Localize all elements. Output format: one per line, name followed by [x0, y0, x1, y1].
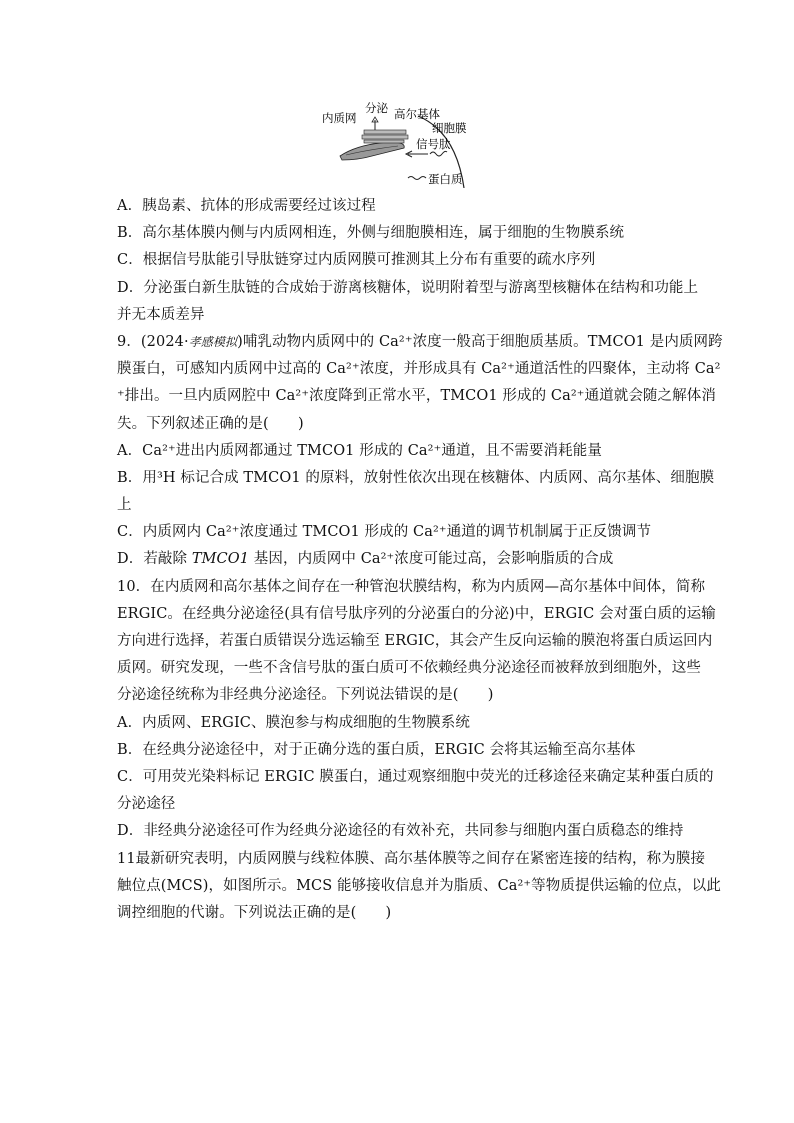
label-er: 内质网 [322, 111, 357, 125]
q10-stem-line5: 分泌途径统称为非经典分泌途径。下列说法错误的是( ) [117, 687, 494, 704]
q11-stem-line2: 触位点(MCS)，如图所示。MCS 能够接收信息并为脂质、Ca²⁺等物质提供运输的位点，以此 [117, 877, 721, 894]
signal-peptide-squiggle [430, 151, 447, 156]
label-membrane: 细胞膜 [432, 121, 467, 135]
q10-stem-line2: ERGIC。在经典分泌途径(具有信号肽序列的分泌蛋白的分泌)中，ERGIC 会对蛋白质的运输 [117, 605, 716, 622]
q11-stem-line1: 11最新研究表明，内质网膜与线粒体膜、高尔基体膜等之间存在紧密连接的结构，称为膜接 [117, 850, 706, 867]
q8-option-b: B．高尔基体膜内侧与内质网相连，外侧与细胞膜相连，属于细胞的生物膜系统 [117, 225, 625, 242]
golgi-cistern-3 [364, 140, 404, 143]
golgi-cistern-2 [362, 135, 408, 139]
q10-option-a: A．内质网、ERGIC、膜泡参与构成细胞的生物膜系统 [117, 714, 470, 731]
q10-option-d: D．非经典分泌途径可作为经典分泌途径的有效补充，共同参与细胞内蛋白质稳态的维持 [117, 823, 684, 840]
label-signal-peptide: 信号肽 [416, 137, 451, 151]
q9-option-b-line1: B．用³H 标记合成 TMCO1 的原料，放射性依次出现在核糖体、内质网、高尔基体、细胞膜 [117, 469, 715, 486]
q9-option-d [117, 546, 687, 573]
q9-option-d-prefix: D．若敲除 [117, 551, 192, 568]
label-golgi: 高尔基体 [394, 107, 440, 121]
q10-stem-line3: 方向进行选择，若蛋白质错误分选运输至 ERGIC，其会产生反向运输的膜泡将蛋白质运回内 [117, 633, 713, 649]
q9-stem-line4: 失。下列叙述正确的是( ) [117, 415, 304, 432]
q9-option-d-suffix: 基因，内质网中 Ca²⁺浓度可能过高，会影响脂质的合成 [249, 551, 614, 568]
q8-option-c: C．根据信号肽能引导肽链穿过内质网膜可推测其上分布有重要的疏水序列 [117, 252, 596, 269]
q10-option-b: B．在经典分泌途径中，对于正确分选的蛋白质，ERGIC 会将其运输至高尔基体 [117, 741, 636, 758]
q9-number: 9．(2024· [117, 333, 189, 350]
q9-source: 孝感模拟 [188, 334, 238, 349]
golgi-cistern-1 [364, 130, 406, 134]
protein-squiggle [408, 177, 426, 180]
q8-option-d-line2: 并无本质差异 [117, 306, 205, 323]
q9-option-a: A．Ca²⁺进出内质网都通过 TMCO1 形成的 Ca²⁺通道，且不需要消耗能量 [117, 442, 602, 459]
q10-stem-line1: 10．在内质网和高尔基体之间存在一种管泡状膜结构，称为内质网—高尔基体中间体，简称 [117, 578, 706, 595]
q10-stem-line4: 质网。研究发现，一些不含信号肽的蛋白质可不依赖经典分泌途径而被释放到细胞外，这些 [117, 660, 701, 677]
q8-option-d-line1: D．分泌蛋白新生肽链的合成始于游离核糖体，说明附着型与游离型核糖体在结构和功能上 [117, 279, 699, 296]
q9-option-b-line2: 上 [117, 497, 132, 514]
q9-stem-text1: )哺乳动物内质网中的 Ca²⁺浓度一般高于细胞质基质。TMCO1 是内质网跨 [237, 333, 723, 350]
q10-option-c-line1: C．可用荧光染料标记 ERGIC 膜蛋白，通过观察细胞中荧光的迁移途径来确定某种蛋白质的 [117, 768, 714, 785]
label-secretion: 分泌 [365, 101, 388, 115]
q9-stem-line3: ⁺排出。一旦内质网腔中 Ca²⁺浓度降到正常水平，TMCO1 形成的 Ca²⁺通道就会随之解体消 [117, 388, 716, 405]
q9-option-c: C．内质网内 Ca²⁺浓度通过 TMCO1 形成的 Ca²⁺通道的调节机制属于正反馈调节 [117, 524, 652, 541]
q9-stem-line2: 膜蛋白，可感知内质网中过高的 Ca²⁺浓度，并形成具有 Ca²⁺通道活性的四聚体，主动将 Ca² [117, 361, 721, 378]
q10-option-c-line2: 分泌途径 [117, 796, 176, 813]
q8-option-a: A．胰岛素、抗体的形成需要经过该过程 [117, 198, 376, 214]
label-protein: 蛋白质 [428, 172, 463, 186]
question-content [117, 193, 723, 927]
q9-stem-line1 [117, 329, 723, 356]
secretion-diagram [318, 100, 478, 188]
q9-gene-name: TMCO1 [191, 551, 250, 568]
er-shape [340, 142, 404, 160]
secretion-diagram-svg [318, 100, 478, 188]
signal-arrow [406, 151, 428, 157]
q11-stem-line3: 调控细胞的代谢。下列说法正确的是( ) [117, 904, 392, 921]
